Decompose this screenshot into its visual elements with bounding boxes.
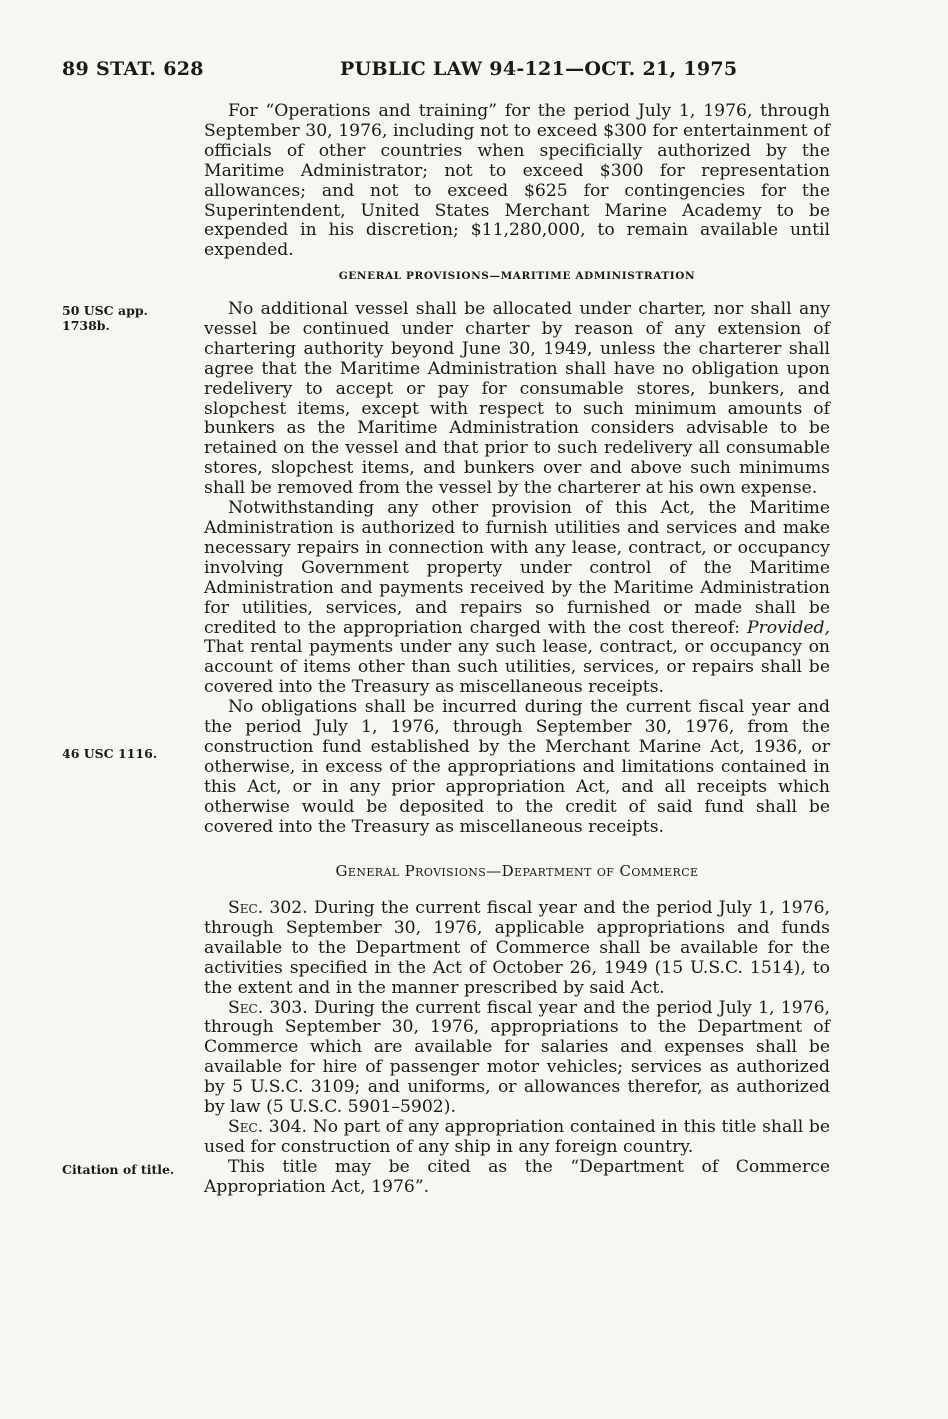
paragraph-text: No part of any appropriation contained in this title shall be used for construction of any ship in any foreign country. xyxy=(204,1116,830,1157)
paragraph-text: During the current fiscal year and the period July 1, 1976, through September 30, 1976, appropriations to the Department of Commerce which are available for salaries and expenses shall be available for hire of passenger motor vehicles; services as authorized by 5 U.S.C. 3109; and uniforms, or allowances therefor, as authorized by law (5 U.S.C. 5901–5902). xyxy=(204,997,830,1118)
section-label: Sec. 303. xyxy=(228,997,308,1018)
charter-vessel-paragraph: No additional vessel shall be allocated under charter, nor shall any vessel be continued under charter by reason of any extension of chartering authority beyond June 30, 1949, unless the charterer shall agree that the Maritime Administration shall have no obligation upon redelivery to accept or pay for consumable stores, bunkers, and slopchest items, except with respect to such minimum amounts of bunkers as the Maritime Administration considers advisable to be retained on the vessel and that prior to such redelivery all consumable stores, slopchest items, and bunkers over and above such minimums shall be removed from the vessel by the charterer at his own expense. xyxy=(204,299,830,499)
maritime-body xyxy=(204,300,830,837)
construction-fund-paragraph: No obligations shall be incurred during the current fiscal year and the period July 1, 1976, through September 30, 1976, from the construction fund established by the Merchant Marine Act, 1936, or otherwise, in excess of the appropriations and limitations contained in this Act, or in any prior appropriation Act, and all receipts which otherwise would be deposited to the credit of said fund shall be covered into the Treasury as miscellaneous receipts. xyxy=(204,697,830,837)
margin-note-50-usc xyxy=(62,303,148,333)
commerce-body xyxy=(204,899,830,1198)
margin-note-line: 1738b. xyxy=(62,318,110,333)
section-304-paragraph xyxy=(204,1118,830,1158)
section-302-paragraph xyxy=(204,899,830,999)
citation-paragraph: This title may be cited as the “Department of Commerce Appropriation Act, 1976”. xyxy=(204,1156,830,1197)
paragraph-text: That rental payments under any such lease, contract, or occupancy on account of items other than such utilities, services, or repairs shall be covered into the Treasury as miscellaneous receipts. xyxy=(204,637,830,698)
paragraph-text: During the current fiscal year and the period July 1, 1976, through September 30, 1976, applicable appropriations and funds available to the Department of Commerce shall be available for the activities specified in the Act of October 26, 1949 (15 U.S.C. 1514), to the extent and in the manner prescribed by said Act. xyxy=(204,898,830,998)
margin-note-46-usc: 46 USC 1116. xyxy=(62,746,158,761)
heading-maritime-provisions: GENERAL PROVISIONS—MARITIME ADMINISTRATION xyxy=(338,270,696,282)
section-label: Sec. 304. xyxy=(228,1116,308,1137)
paragraph-text: For “Operations and training” for the period July 1, 1976, through September 30, 1976, including not to exceed $300 for entertainment of officials of other countries when specificially authorized by the Maritime Administrator; not to exceed $300 for representation allowances; and not to exceed $625 for contingencies for the Superintendent, United States Merchant Marine Academy to be expended in his discretion; $11,280,000, to remain available until expended. xyxy=(204,101,830,261)
utilities-services-paragraph xyxy=(204,499,830,698)
margin-note-citation: Citation of title. xyxy=(62,1162,175,1177)
paragraph-text: Notwithstanding any other provision of this Act, the Maritime Administration is authorized to furnish utilities and services and make necessary repairs in connection with any lease, contract, or occupancy involving Government property under control of the Maritime Administration and payments received by the Maritime Administration for utilities, services, and repairs so furnished or made shall be credited to the appropriation charged with the cost thereof: xyxy=(204,498,830,638)
section-303-paragraph xyxy=(204,999,830,1118)
heading-commerce-provisions: General Provisions—Department of Commerce xyxy=(335,862,699,880)
header-public-law: PUBLIC LAW 94-121—OCT. 21, 1975 xyxy=(340,58,738,80)
provided-italic: Provided, xyxy=(747,617,830,638)
section-label: Sec. 302. xyxy=(228,898,308,918)
margin-note-line: 50 USC app. xyxy=(62,303,148,318)
operations-training-paragraph xyxy=(204,102,830,261)
header-stat-number: 89 STAT. 628 xyxy=(62,58,204,80)
